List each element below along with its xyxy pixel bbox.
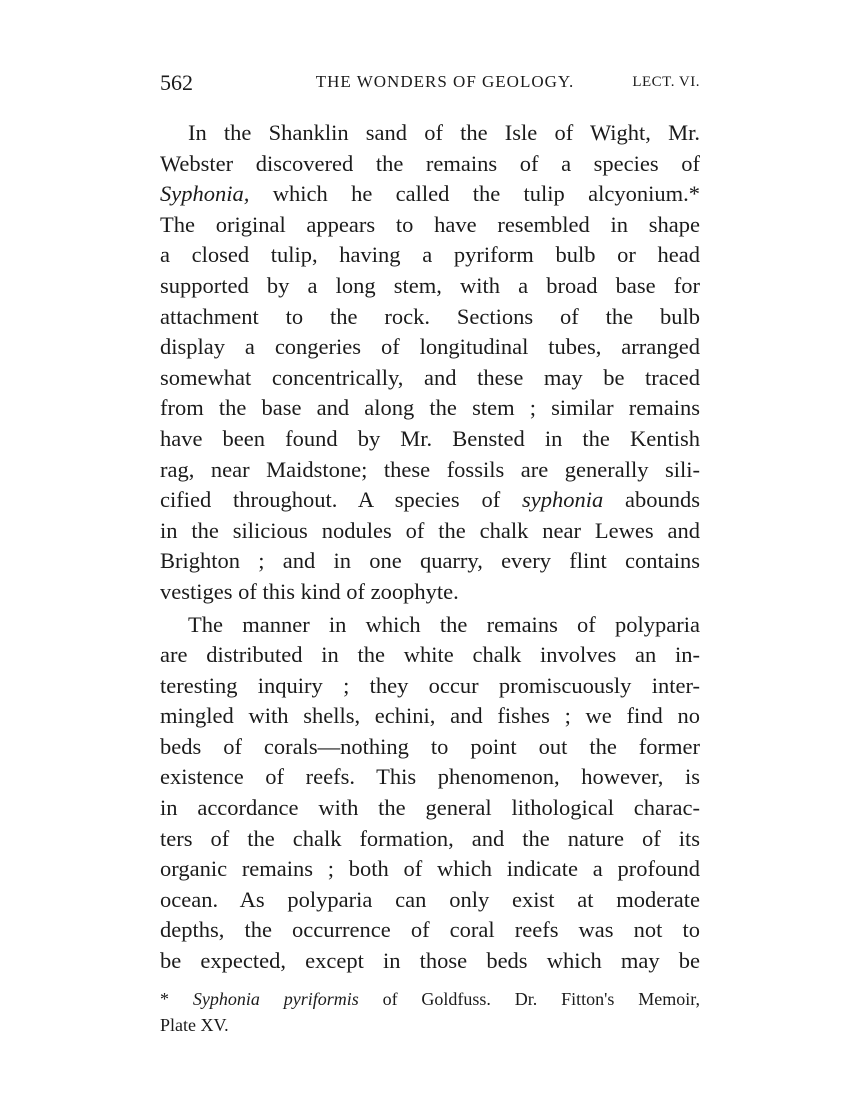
paragraph-2 xyxy=(160,610,700,977)
footnote xyxy=(160,986,700,1038)
text-line: cified throughout. A species of syphonia abounds xyxy=(160,487,700,513)
text-line: vestiges of this kind of zoophyte. xyxy=(160,578,459,604)
text-line: ocean. As polyparia can only exist at moderate xyxy=(160,886,700,912)
text-line: from the base and along the stem ; similar remains xyxy=(160,395,700,421)
text-line: The original appears to have resembled in shape xyxy=(160,211,700,237)
footnote-line: Plate XV. xyxy=(160,1015,229,1035)
text-line: mingled with shells, echini, and fishes ; we find no xyxy=(160,703,700,729)
body-text xyxy=(160,118,700,977)
running-head xyxy=(160,70,700,100)
text-line: somewhat concentrically, and these may be traced xyxy=(160,364,700,390)
footnote-line: * Syphonia pyriformis of Goldfuss. Dr. Fitton's Memoir, xyxy=(160,989,701,1009)
lecture-label: LECT. VI. xyxy=(632,74,700,90)
text-line: rag, near Maidstone; these fossils are generally sili- xyxy=(160,456,700,482)
text-line: existence of reefs. This phenomenon, however, is xyxy=(160,764,700,790)
text-line: Syphonia, which he called the tulip alcyonium.* xyxy=(160,181,701,207)
footnote-species: Syphonia pyriformis xyxy=(192,989,359,1009)
page-number: 562 xyxy=(160,70,193,95)
text-line: are distributed in the white chalk involves an in- xyxy=(160,642,700,668)
text-line: Brighton ; and in one quarry, every flint contains xyxy=(160,548,700,574)
text-line: display a congeries of longitudinal tubes, arranged xyxy=(160,334,700,360)
running-title: THE WONDERS OF GEOLOGY. xyxy=(315,72,575,91)
text-line: supported by a long stem, with a broad base for xyxy=(160,272,700,298)
text-line: a closed tulip, having a pyriform bulb or head xyxy=(160,242,700,268)
text-line: be expected, except in those beds which may be xyxy=(160,948,700,974)
text-line: Webster discovered the remains of a species of xyxy=(160,150,700,176)
footnote-marker: * xyxy=(160,989,169,1009)
text-line: ters of the chalk formation, and the nature of its xyxy=(160,825,700,851)
text-line: organic remains ; both of which indicate a profound xyxy=(160,856,700,882)
text-line: beds of corals—nothing to point out the former xyxy=(160,733,700,759)
paragraph-1 xyxy=(160,118,700,608)
text-line: depths, the occurrence of coral reefs was not to xyxy=(160,917,700,943)
text-line: attachment to the rock. Sections of the bulb xyxy=(160,303,700,329)
text-line: teresting inquiry ; they occur promiscuously inter- xyxy=(160,672,700,698)
text-line: In the Shanklin sand of the Isle of Wight, Mr. xyxy=(188,120,700,145)
text-line: in the silicious nodules of the chalk near Lewes and xyxy=(160,517,700,543)
italic-term: syphonia xyxy=(521,487,604,513)
italic-term: Syphonia, xyxy=(160,181,250,207)
text-line: in accordance with the general lithological charac- xyxy=(160,795,700,821)
text-line: The manner in which the remains of polyparia xyxy=(188,611,700,637)
text-line: have been found by Mr. Bensted in the Kentish xyxy=(160,425,700,451)
